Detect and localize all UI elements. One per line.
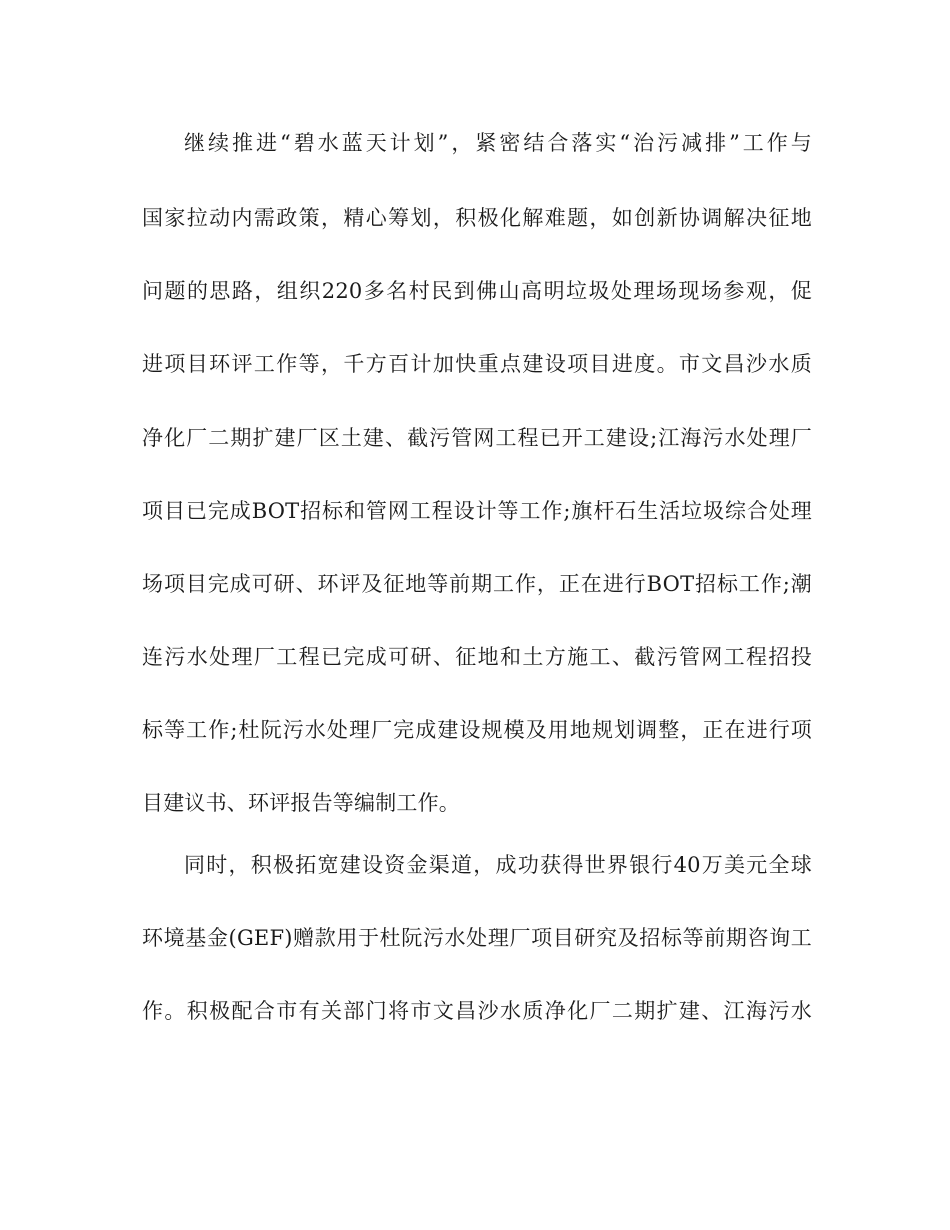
paragraph-1-line-3: 问题的思路，组织220多名村民到佛山高明垃圾处理场现场参观，促	[142, 279, 812, 303]
paragraph-2-line-2: 环境基金(GEF)赠款用于杜阮污水处理厂项目研究及招标等前期咨询工	[142, 926, 812, 950]
paragraph-2-line-3: 作。积极配合市有关部门将市文昌沙水质净化厂二期扩建、江海污水	[142, 999, 812, 1023]
paragraph-1-line-9: 标等工作;杜阮污水处理厂完成建设规模及用地规划调整，正在进行项	[142, 718, 812, 742]
paragraph-1-line-1: 继续推进“碧水蓝天计划”，紧密结合落实“治污减排”工作与	[184, 131, 812, 155]
paragraph-1-line-8: 连污水处理厂工程已完成可研、征地和土方施工、截污管网工程招投	[142, 645, 812, 669]
paragraph-1-line-10: 目建议书、环评报告等编制工作。	[142, 791, 460, 815]
paragraph-1-line-6: 项目已完成BOT招标和管网工程设计等工作;旗杆石生活垃圾综合处理	[142, 499, 812, 523]
paragraph-1-line-2: 国家拉动内需政策，精心筹划，积极化解难题，如创新协调解决征地	[142, 206, 812, 230]
paragraph-2-line-1: 同时，积极拓宽建设资金渠道，成功获得世界银行40万美元全球	[184, 853, 812, 877]
paragraph-1-line-5: 净化厂二期扩建厂区土建、截污管网工程已开工建设;江海污水处理厂	[142, 426, 812, 450]
paragraph-1-line-7: 场项目完成可研、环评及征地等前期工作，正在进行BOT招标工作;潮	[142, 572, 812, 596]
paragraph-1-line-4: 进项目环评工作等，千方百计加快重点建设项目进度。市文昌沙水质	[142, 352, 812, 376]
